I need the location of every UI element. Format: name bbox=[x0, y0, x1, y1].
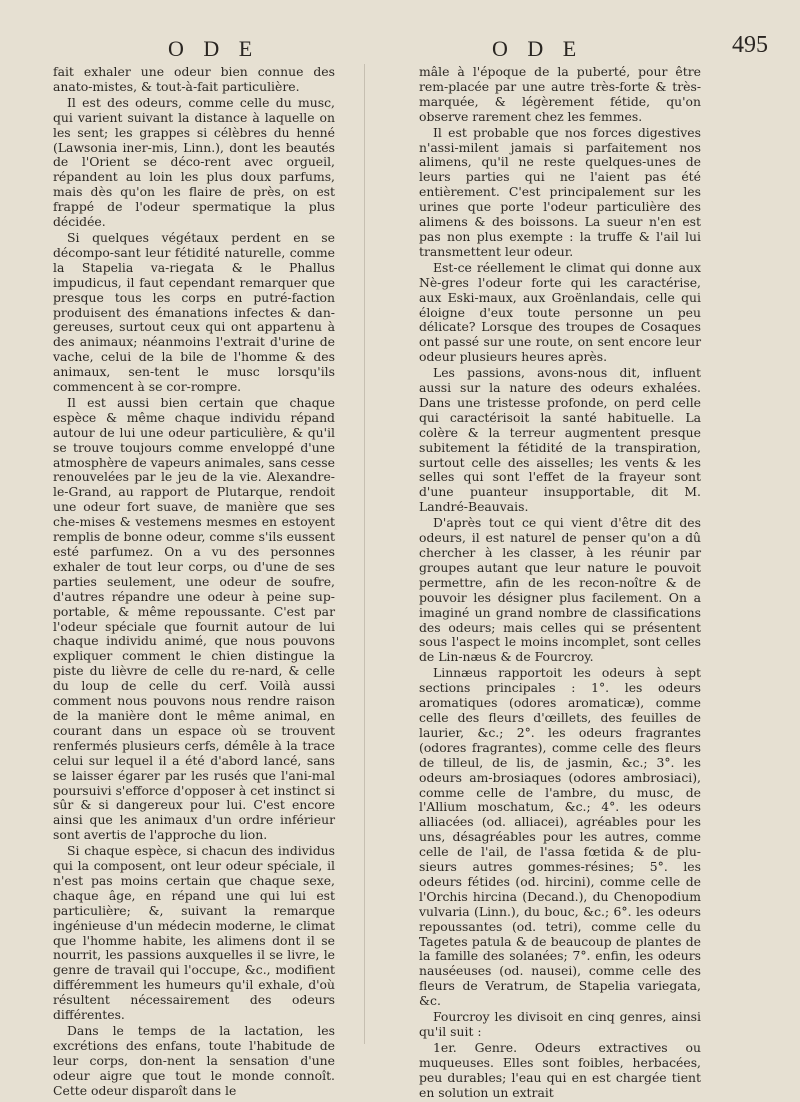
paragraph: 1er. Genre. Odeurs extractives ou muqueuses. Elles sont foibles, herbacées, peu durables; l'eau qui en est chargée tient en solution un extrait bbox=[419, 1039, 701, 1100]
right-column bbox=[419, 65, 701, 1102]
paragraph: Est-ce réellement le climat qui donne aux Nè-gres l'odeur forte qui les caractérise, aux Eski-maux, aux Groënlandais, celle qui éloigne d'eux toute personne un peu délicate? Lorsque des troupes de Cosaques ont passé sur une route, on sent encore leur odeur plusieurs heures après. bbox=[419, 259, 701, 365]
paragraph: Il est aussi bien certain que chaque espèce & même chaque individu répand autour de lui une odeur particulière, & qu'il se trouve toujours comme enveloppé d'une atmosphère de vapeurs animales, sans cesse renouvelées par le jeu de la vie. Alexandre-le-Grand, au rapport de Plutarque, rendoit une odeur fort suave, de manière que ses che-mises & vestemens mesmes en estoyent remplis de bonne odeur, comme s'ils eussent esté parfumez. On a vu des personnes exhaler de tout leur corps, ou d'une de ses parties seulement, une odeur de soufre, d'autres répandre une odeur à peine sup-portable, & même repoussante. C'est par l'odeur spéciale que fournit autour de lui chaque individu animé, que nous pouvons expliquer comment le chien distingue la piste du lièvre de celle du re-nard, & celle du loup de celle du cerf. Voilà aussi comment nous pouvons nous rendre raison de la manière dont le même animal, en courant dans un espace où se trouvent renfermés plusieurs cerfs, démêle à la trace celui sur lequel il a été d'abord lancé, sans se laisser égarer par les rusés que l'ani-mal poursuivi s'efforce d'opposer à cet instinct si sûr & si dangereux pour lui. C'est encore ainsi que les animaux d'un ordre inférieur sont avertis de l'approche du lion. bbox=[53, 394, 335, 843]
paragraph: Il est probable que nos forces digestives n'assi-milent jamais si parfaitement nos alimens, qu'il ne reste quelques-unes de leurs parties qui ne l'aient pas été entièrement. C'est principalement sur les urines que porte l'odeur particulière des alimens & des boissons. La sueur n'en est pas non plus exempte : la truffe & l'ail lui transmettent leur odeur. bbox=[419, 124, 701, 259]
paragraph: Les passions, avons-nous dit, influent aussi sur la nature des odeurs exhalées. Dans une tristesse profonde, on perd celle qui caractérisoit la santé habituelle. La colère & la terreur augmentent presque subitement la fétidité de la transpiration, surtout celle des aisselles; les vents & les selles qui sont l'effet de la frayeur sont d'une puanteur insupportable, dit M. Landré-Beauvais. bbox=[419, 365, 701, 515]
column-divider bbox=[364, 64, 365, 1044]
running-head-left: O D E bbox=[168, 36, 260, 61]
paragraph: Dans le temps de la lactation, les excrétions des enfans, toute l'habitude de leur corps, don-nent la sensation d'une odeur aigre que tout le monde connoît. Cette odeur disparoît dans le bbox=[53, 1023, 335, 1098]
left-column bbox=[53, 65, 335, 1100]
paragraph: fait exhaler une odeur bien connue des anato-mistes, & tout-à-fait particulière. bbox=[53, 64, 335, 94]
paragraph: mâle à l'époque de la puberté, pour être rem-placée par une autre très-forte & très-marquée, & légèrement fétide, qu'on observe rarement chez les femmes. bbox=[419, 64, 701, 124]
running-head-right: O D E bbox=[492, 36, 584, 61]
paragraph: Il est des odeurs, comme celle du musc, qui varient suivant la distance à laquelle on les sent; les grappes si célèbres du henné (Lawsonia iner-mis, Linn.), dont les beautés de l'Orient se déco-rent avec orgueil, répandent au loin les plus doux parfums, mais dès qu'on les flaire de près, on est frappé de l'odeur spermatique la plus décidée. bbox=[53, 94, 335, 230]
paragraph: Si chaque espèce, si chacun des individus qui la composent, ont leur odeur spéciale, il n'est pas moins certain que chaque sexe, chaque âge, en répand une qui lui est particulière; &, suivant la remarque ingénieuse d'un médecin moderne, le climat que l'homme habite, les alimens dont il se nourrit, les passions auxquelles il se livre, le genre de travail qui l'occupe, &c., modifient différemment les humeurs qu'il exhale, d'où résultent nécessairement des odeurs différentes. bbox=[53, 843, 335, 1023]
paragraph: Linnæus rapportoit les odeurs à sept sections principales : 1°. les odeurs aromatiques (odores aromaticæ), comme celle des fleurs d'œillets, des feuilles de laurier, &c.; 2°. les odeurs fragrantes (odores fragrantes), comme celle des fleurs de tilleul, de lis, de jasmin, &c.; 3°. les odeurs am-brosiaques (odores ambrosiaci), comme celle de l'ambre, du musc, de l'Allium moschatum, &c.; 4°. les odeurs alliacées (od. alliacei), agréables pour les uns, désagréables pour les autres, comme celle de l'ail, de l'assa fœtida & de plu-sieurs autres gommes-résines; 5°. les odeurs fétides (od. hircini), comme celle de l'Orchis hircina (Decand.), du Chenopodium vulvaria (Linn.), du bouc, &c.; 6°. les odeurs repoussantes (od. tetri), comme celle du Tagetes patula & de beaucoup de plantes de la famille des solanées; 7°. enfin, les odeurs nauséeuses (od. nausei), comme celle des fleurs de Veratrum, de Stapelia variegata, &c. bbox=[419, 665, 701, 1009]
paragraph: D'après tout ce qui vient d'être dit des odeurs, il est naturel de penser qu'on a dû chercher à les classer, à les réunir par groupes autant que leur nature le pouvoit permettre, afin de les recon-noître & de pouvoir les désigner plus facilement. On a imaginé un grand nombre de classifications des odeurs; mais celles qui se présentent sous l'aspect le moins incomplet, sont celles de Lin-næus & de Fourcroy. bbox=[419, 515, 701, 665]
paragraph: Si quelques végétaux perdent en se décompo-sant leur fétidité naturelle, comme la Stapelia va-riegata & le Phallus impudicus, il faut cependant remarquer que presque tous les corps en putré-faction produisent des émanations infectes & dan-gereuses, surtout ceux qui ont appartenu à des animaux; néanmoins l'extrait d'urine de vache, celui de la bile de l'homme & des animaux, sen-tent le musc lorsqu'ils commencent à se cor-rompre. bbox=[53, 229, 335, 395]
page-number: 495 bbox=[732, 32, 768, 58]
paragraph: Fourcroy les divisoit en cinq genres, ainsi qu'il suit : bbox=[419, 1009, 701, 1039]
